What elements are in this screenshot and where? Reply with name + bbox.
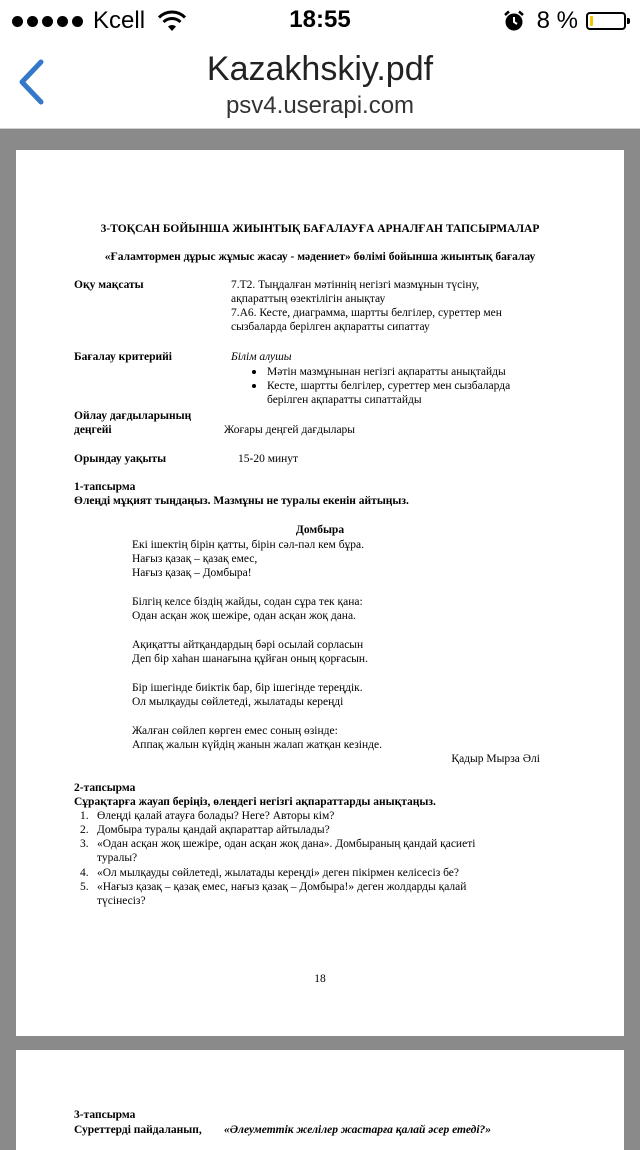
poem-line: Аппақ жалын күйдің жанын жалап жатқан кезінде. bbox=[132, 739, 382, 751]
question-number: 2. bbox=[80, 824, 89, 836]
criteria-label: Бағалау критерийі bbox=[74, 351, 172, 363]
question-text: түсінесіз? bbox=[97, 895, 146, 907]
battery-fill bbox=[590, 16, 593, 26]
nav-bar bbox=[0, 40, 640, 129]
poem-line: Одан асқан жоқ шежіре, одан асқан жоқ дана. bbox=[132, 610, 356, 622]
bullet-icon bbox=[252, 370, 256, 374]
task1-title: 1-тапсырма bbox=[74, 481, 136, 493]
document-source: psv4.userapi.com bbox=[225, 92, 415, 119]
pdf-page-19 bbox=[16, 1050, 624, 1150]
task2-instruction: Сұрақтарға жауап беріңіз, өлеңдегі негізгі ақпараттарды анықтаңыз. bbox=[74, 796, 436, 808]
criteria-intro: Білім алушы bbox=[231, 351, 292, 363]
question-text: Өлеңді қалай атауға болады? Неге? Авторы кім? bbox=[97, 810, 335, 822]
poem-line: Нағыз қазақ – қазақ емес, bbox=[132, 553, 258, 565]
time-value: 15-20 минут bbox=[238, 453, 299, 465]
poem-line: Бір ішегінде биіктік бар, бір ішегінде тереңдік. bbox=[132, 682, 363, 694]
question-number: 5. bbox=[80, 881, 89, 893]
thinking-value: Жоғары деңгей дағдылары bbox=[224, 424, 356, 436]
time-label: Орындау уақыты bbox=[74, 453, 167, 465]
task1-instruction: Өлеңді мұқият тыңдаңыз. Мазмұны не туралы екенін айтыңыз. bbox=[74, 495, 409, 507]
poem-line: Ол мылқауды сөйлетеді, жылатады кереңді bbox=[132, 696, 344, 708]
status-right bbox=[503, 7, 626, 35]
thinking-label: Ойлау дағдыларының bbox=[74, 410, 192, 422]
goals-line: 7.А6. Кесте, диаграмма, шартты белгілер, суреттер мен bbox=[231, 307, 502, 319]
goals-label: Оқу мақсаты bbox=[74, 279, 144, 291]
criteria-item: Мәтін мазмұнынан негізгі ақпаратты анықтайды bbox=[267, 366, 506, 378]
status-time: 18:55 bbox=[289, 6, 351, 33]
task3-text-italic: «Әлеуметтік желілер жастарға қалай әсер етеді?» bbox=[224, 1124, 492, 1136]
battery-icon bbox=[586, 12, 626, 30]
poem-line: Жалған сөйлеп көрген емес соның өзінде: bbox=[132, 725, 338, 737]
task3-title: 3-тапсырма bbox=[74, 1109, 136, 1121]
poem-line: Екі ішектің бірін қатты, бірін сәл-пәл кем бұра. bbox=[132, 539, 365, 551]
poem-line: Білгің келсе біздің жайды, содан сұра тек қана: bbox=[132, 596, 363, 608]
alarm-icon bbox=[503, 10, 525, 32]
page-number: 18 bbox=[314, 973, 326, 985]
question-text: «Одан асқан жоқ шежіре, одан асқан жоқ дана». Домбыраның қандай қасиеті bbox=[97, 838, 476, 850]
carrier-name: Kcell bbox=[93, 7, 146, 34]
poem-line: Нағыз қазақ – Домбыра! bbox=[132, 567, 252, 579]
question-text: Домбыра туралы қандай ақпараттар айтылады? bbox=[97, 824, 330, 836]
question-number: 3. bbox=[80, 838, 89, 850]
poem-line: Ақиқатты айтқандардың бәрі осылай сорласын bbox=[132, 639, 364, 651]
criteria-item: Кесте, шартты белгілер, суреттер мен сызбаларда bbox=[267, 380, 511, 392]
doc-heading: 3-ТОҚСАН БОЙЫНША ЖИЫНТЫҚ БАҒАЛАУҒА АРНАЛҒАН ТАПСЫРМАЛАР bbox=[100, 223, 540, 235]
criteria-item: берілген ақпаратты сипаттайды bbox=[267, 394, 422, 406]
poem-author: Қадыр Мырза Әлі bbox=[451, 753, 540, 765]
question-text: «Ол мылқауды сөйлетеді, жылатады кереңді» деген пікірмен келісесіз бе? bbox=[97, 867, 460, 879]
pdf-page-18 bbox=[16, 150, 624, 1036]
goals-line: сызбаларда берілген ақпаратты сипаттау bbox=[231, 321, 430, 333]
status-bar bbox=[0, 0, 640, 40]
goals-line: ақпараттың өзектілігін анықтау bbox=[231, 293, 386, 305]
bullet-icon bbox=[252, 384, 256, 388]
goals-line: 7.Т2. Тыңдалған мәтіннің негізгі мазмұнын түсіну, bbox=[231, 279, 480, 291]
battery-percent: 8 % bbox=[536, 7, 578, 34]
question-number: 1. bbox=[80, 810, 89, 822]
task3-text-start: Суреттерді пайдаланып, bbox=[74, 1124, 202, 1136]
poem-line: Деп бір хаһан шанағына құйған оның қорғасын. bbox=[132, 653, 368, 665]
poem-title: Домбыра bbox=[295, 524, 345, 536]
thinking-label: деңгейі bbox=[74, 424, 112, 436]
question-text: «Нағыз қазақ – қазақ емес, нағыз қазақ – Домбыра!» деген жолдарды қалай bbox=[97, 881, 467, 893]
question-number: 4. bbox=[80, 867, 89, 879]
question-text: туралы? bbox=[97, 852, 138, 864]
doc-subheading: «Ғаламтормен дұрыс жұмыс жасау - мәдениет» бөлімі бойынша жиынтық бағалау bbox=[104, 251, 536, 263]
task2-title: 2-тапсырма bbox=[74, 782, 136, 794]
document-title: Kazakhskiy.pdf bbox=[206, 50, 434, 88]
